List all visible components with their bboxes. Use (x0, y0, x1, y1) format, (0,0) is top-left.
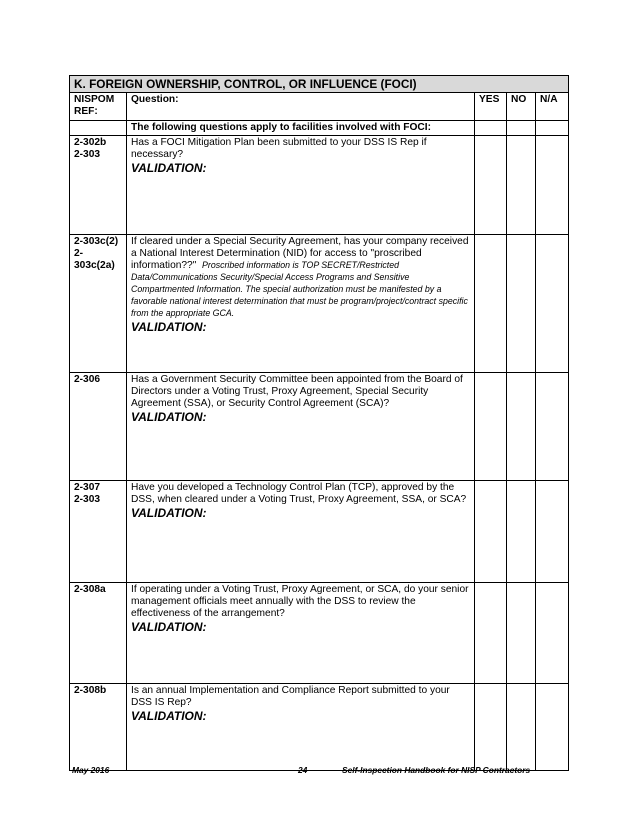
question-text: If operating under a Voting Trust, Proxy Agreement, or SCA, do your senior management officials meet annually with the DSS to review the effectiveness of the arrangement? (131, 584, 469, 619)
yes-checkbox-cell[interactable] (475, 136, 507, 235)
ref-cell (70, 481, 127, 583)
validation-label: VALIDATION: (131, 161, 207, 175)
header-ref: NISPOM REF: (70, 93, 127, 121)
header-no: NO (507, 93, 536, 121)
page-footer (72, 765, 568, 779)
header-question: Question: (127, 93, 475, 121)
ref-code: 2-308b (74, 685, 107, 696)
question-cell (127, 136, 475, 235)
na-checkbox-cell[interactable] (536, 684, 569, 771)
no-checkbox-cell[interactable] (507, 373, 536, 481)
no-checkbox-cell[interactable] (507, 684, 536, 771)
question-cell (127, 373, 475, 481)
header-na: N/A (536, 93, 569, 121)
lead-na-cell (536, 121, 569, 136)
yes-checkbox-cell[interactable] (475, 684, 507, 771)
ref-cell (70, 235, 127, 373)
question-cell (127, 481, 475, 583)
lead-text: The following questions apply to facilities involved with FOCI: (127, 121, 475, 136)
question-row (70, 684, 569, 771)
validation-label: VALIDATION: (131, 410, 207, 424)
yes-checkbox-cell[interactable] (475, 235, 507, 373)
question-row (70, 136, 569, 235)
footer-page-number: 24 (298, 765, 308, 775)
validation-label: VALIDATION: (131, 709, 207, 723)
yes-checkbox-cell[interactable] (475, 583, 507, 684)
lead-no-cell (507, 121, 536, 136)
na-checkbox-cell[interactable] (536, 583, 569, 684)
question-text: Has a Government Security Committee been appointed from the Board of Directors under a Voting Trust, Proxy Agreement, Special Security Agreement (SSA), or Security Control Agreement (SCA)? (131, 374, 463, 409)
validation-label: VALIDATION: (131, 620, 207, 634)
ref-cell (70, 684, 127, 771)
section-title: K. FOREIGN OWNERSHIP, CONTROL, OR INFLUENCE (FOCI) (70, 76, 569, 93)
yes-checkbox-cell[interactable] (475, 373, 507, 481)
question-row (70, 481, 569, 583)
lead-ref-cell (70, 121, 127, 136)
yes-checkbox-cell[interactable] (475, 481, 507, 583)
no-checkbox-cell[interactable] (507, 235, 536, 373)
ref-code: 2-302b (74, 137, 107, 148)
ref-code: 2-303 (74, 494, 101, 505)
question-row (70, 583, 569, 684)
ref-code: 2-308a (74, 584, 106, 595)
ref-code: 2-303 (74, 149, 101, 160)
na-checkbox-cell[interactable] (536, 481, 569, 583)
question-text: Have you developed a Technology Control Plan (TCP), approved by the DSS, when cleared under a Voting Trust, Proxy Agreement, SSA, or SCA? (131, 482, 467, 505)
ref-cell (70, 583, 127, 684)
ref-code: 2-303c(2) (74, 236, 119, 247)
ref-cell (70, 136, 127, 235)
question-text: Is an annual Implementation and Compliance Report submitted to your DSS IS Rep? (131, 685, 450, 708)
ref-cell (70, 373, 127, 481)
no-checkbox-cell[interactable] (507, 136, 536, 235)
lead-yes-cell (475, 121, 507, 136)
footer-date: May 2016 (72, 765, 110, 775)
no-checkbox-cell[interactable] (507, 583, 536, 684)
na-checkbox-cell[interactable] (536, 373, 569, 481)
question-row (70, 373, 569, 481)
na-checkbox-cell[interactable] (536, 235, 569, 373)
footer-handbook-title: Self-Inspection Handbook for NISP Contractors (342, 765, 531, 775)
validation-label: VALIDATION: (131, 506, 207, 520)
ref-code: 2-307 (74, 482, 101, 493)
header-yes: YES (475, 93, 507, 121)
question-note: Proscribed information is TOP SECRET/Restricted Data/Communications Security/Special Access Programs and Sensitive Compartmented Information. The special authorization must be manifested by a favorable national interest determination that must be program/project/contract specific from the appropriate GCA. (131, 260, 468, 318)
na-checkbox-cell[interactable] (536, 136, 569, 235)
question-cell (127, 235, 475, 373)
foci-checklist-table (69, 75, 569, 771)
question-text: Has a FOCI Mitigation Plan been submitted to your DSS IS Rep if necessary? (131, 137, 427, 160)
question-cell (127, 684, 475, 771)
validation-label: VALIDATION: (131, 320, 207, 334)
ref-code: 2-303c(2a) (74, 248, 115, 271)
question-cell (127, 583, 475, 684)
question-text: If cleared under a Special Security Agreement, has your company received a National Interest Determination (NID) for access to "proscribed information??" (131, 236, 469, 271)
no-checkbox-cell[interactable] (507, 481, 536, 583)
question-row (70, 235, 569, 373)
ref-code: 2-306 (74, 374, 101, 385)
